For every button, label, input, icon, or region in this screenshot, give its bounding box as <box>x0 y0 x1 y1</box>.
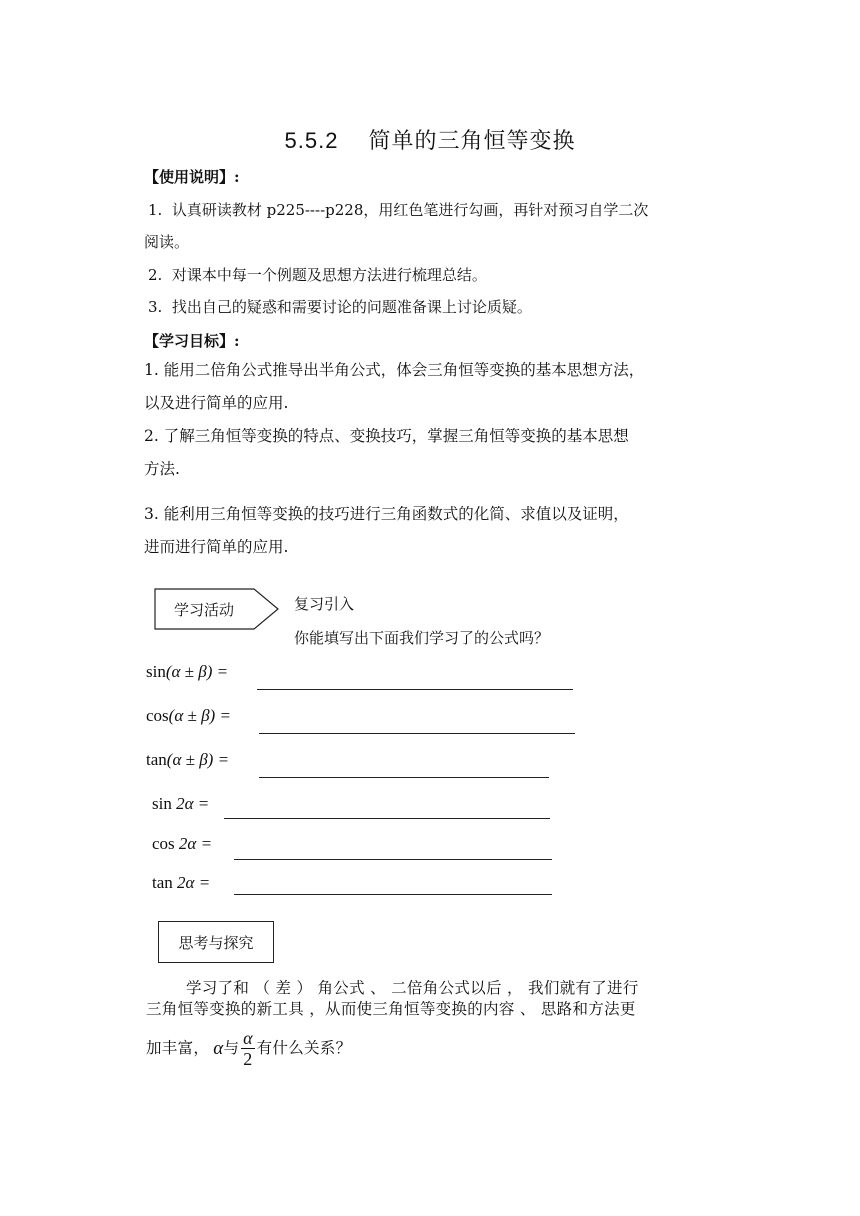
explore-line-3 <box>146 1028 716 1069</box>
usage-item-1 <box>148 195 718 225</box>
formula-tan-sum <box>146 750 229 770</box>
usage-item-1-lead: 1. <box>148 201 163 219</box>
section-title: 简单的三角恒等变换 <box>368 129 576 154</box>
usage-item-2 <box>148 260 487 290</box>
explore-line-3-suffix: 有什么关系？ <box>256 1039 352 1057</box>
explore-line-3-prefix: 加丰富， <box>146 1039 210 1057</box>
answer-line-cos-double[interactable] <box>234 859 552 860</box>
answer-line-tan-sum[interactable] <box>259 777 549 778</box>
alpha-half-fraction <box>241 1028 254 1069</box>
activity-badge-label: 学习活动 <box>173 600 234 619</box>
fraction-denominator: 2 <box>243 1049 253 1069</box>
usage-heading: 【使用说明】: <box>144 168 240 186</box>
usage-item-2-text: 对课本中每一个例题及思想方法进行梳理总结。 <box>171 266 487 284</box>
goal-item-2-line2: 方法. <box>144 460 180 478</box>
usage-item-3-lead: 3. <box>148 298 163 316</box>
formula-fn: sin <box>152 794 172 813</box>
goal-item-3-line1: 3. 能利用三角恒等变换的技巧进行三角函数式的化简、求值以及证明， <box>144 505 629 523</box>
alpha-symbol: α <box>213 1038 224 1059</box>
fraction-numerator: α <box>243 1028 253 1048</box>
goal-item-2 <box>144 420 714 486</box>
answer-line-cos-sum[interactable] <box>259 733 575 734</box>
formula-sin-double <box>152 794 209 814</box>
formula-arg: (α ± β) = <box>166 750 230 769</box>
formula-fn: tan <box>146 750 167 769</box>
explore-line-2: 三角恒等变换的新工具 ，从而使三角恒等变换的内容 、 思路和方法更 <box>146 1000 636 1018</box>
formula-cos-sum <box>146 706 231 726</box>
usage-item-1-cont: 阅读。 <box>144 233 190 251</box>
goals-heading: 【学习目标】: <box>144 332 240 350</box>
page-title <box>0 124 860 155</box>
formula-arg: (α ± β) = <box>165 662 229 681</box>
formula-tan-double <box>152 873 210 893</box>
formula-fn: tan <box>152 873 173 892</box>
goal-item-2-line1: 2. 了解三角恒等变换的特点、变换技巧，掌握三角恒等变换的基本思想 <box>144 427 629 445</box>
explore-badge: 思考与探究 <box>158 921 274 963</box>
usage-item-1-text: 认真研读教材 p225----p228，用红色笔进行勾画，再针对预习自学二次 <box>171 201 649 219</box>
goal-item-1-line2: 以及进行简单的应用. <box>144 394 289 412</box>
review-title: 复习引入 <box>294 595 355 613</box>
answer-line-sin-double[interactable] <box>224 818 550 819</box>
usage-item-3-text: 找出自己的疑惑和需要讨论的问题准备课上讨论质疑。 <box>171 298 532 316</box>
formula-arg: 2α = <box>177 873 211 892</box>
explore-with: 与 <box>223 1039 240 1057</box>
formula-arg: 2α = <box>176 794 210 813</box>
goal-item-3 <box>144 498 714 564</box>
formula-sin-sum <box>146 662 228 682</box>
usage-item-3 <box>148 292 532 322</box>
goal-item-1-line1: 1. 能用二倍角公式推导出半角公式，体会三角恒等变换的基本思想方法， <box>144 361 645 379</box>
formula-fn: sin <box>146 662 166 681</box>
formula-arg: 2α = <box>178 834 213 853</box>
goal-item-3-line2: 进而进行简单的应用. <box>144 538 289 556</box>
formula-fn: cos <box>152 834 175 853</box>
answer-line-tan-double[interactable] <box>234 894 552 895</box>
formula-arg: (α ± β) = <box>168 706 231 725</box>
formula-cos-double <box>152 834 212 854</box>
usage-item-2-lead: 2. <box>148 266 163 284</box>
review-prompt: 你能填写出下面我们学习了的公式吗？ <box>294 629 550 647</box>
answer-line-sin-sum[interactable] <box>257 689 573 690</box>
formula-fn: cos <box>146 706 169 725</box>
explore-line-1: 学习了和 （ 差 ） 角公式 、 二倍角公式以后 ， 我们就有了进行 <box>186 979 639 997</box>
activity-badge <box>154 588 280 630</box>
goal-item-1 <box>144 354 714 420</box>
section-number: 5.5.2 <box>284 128 339 153</box>
